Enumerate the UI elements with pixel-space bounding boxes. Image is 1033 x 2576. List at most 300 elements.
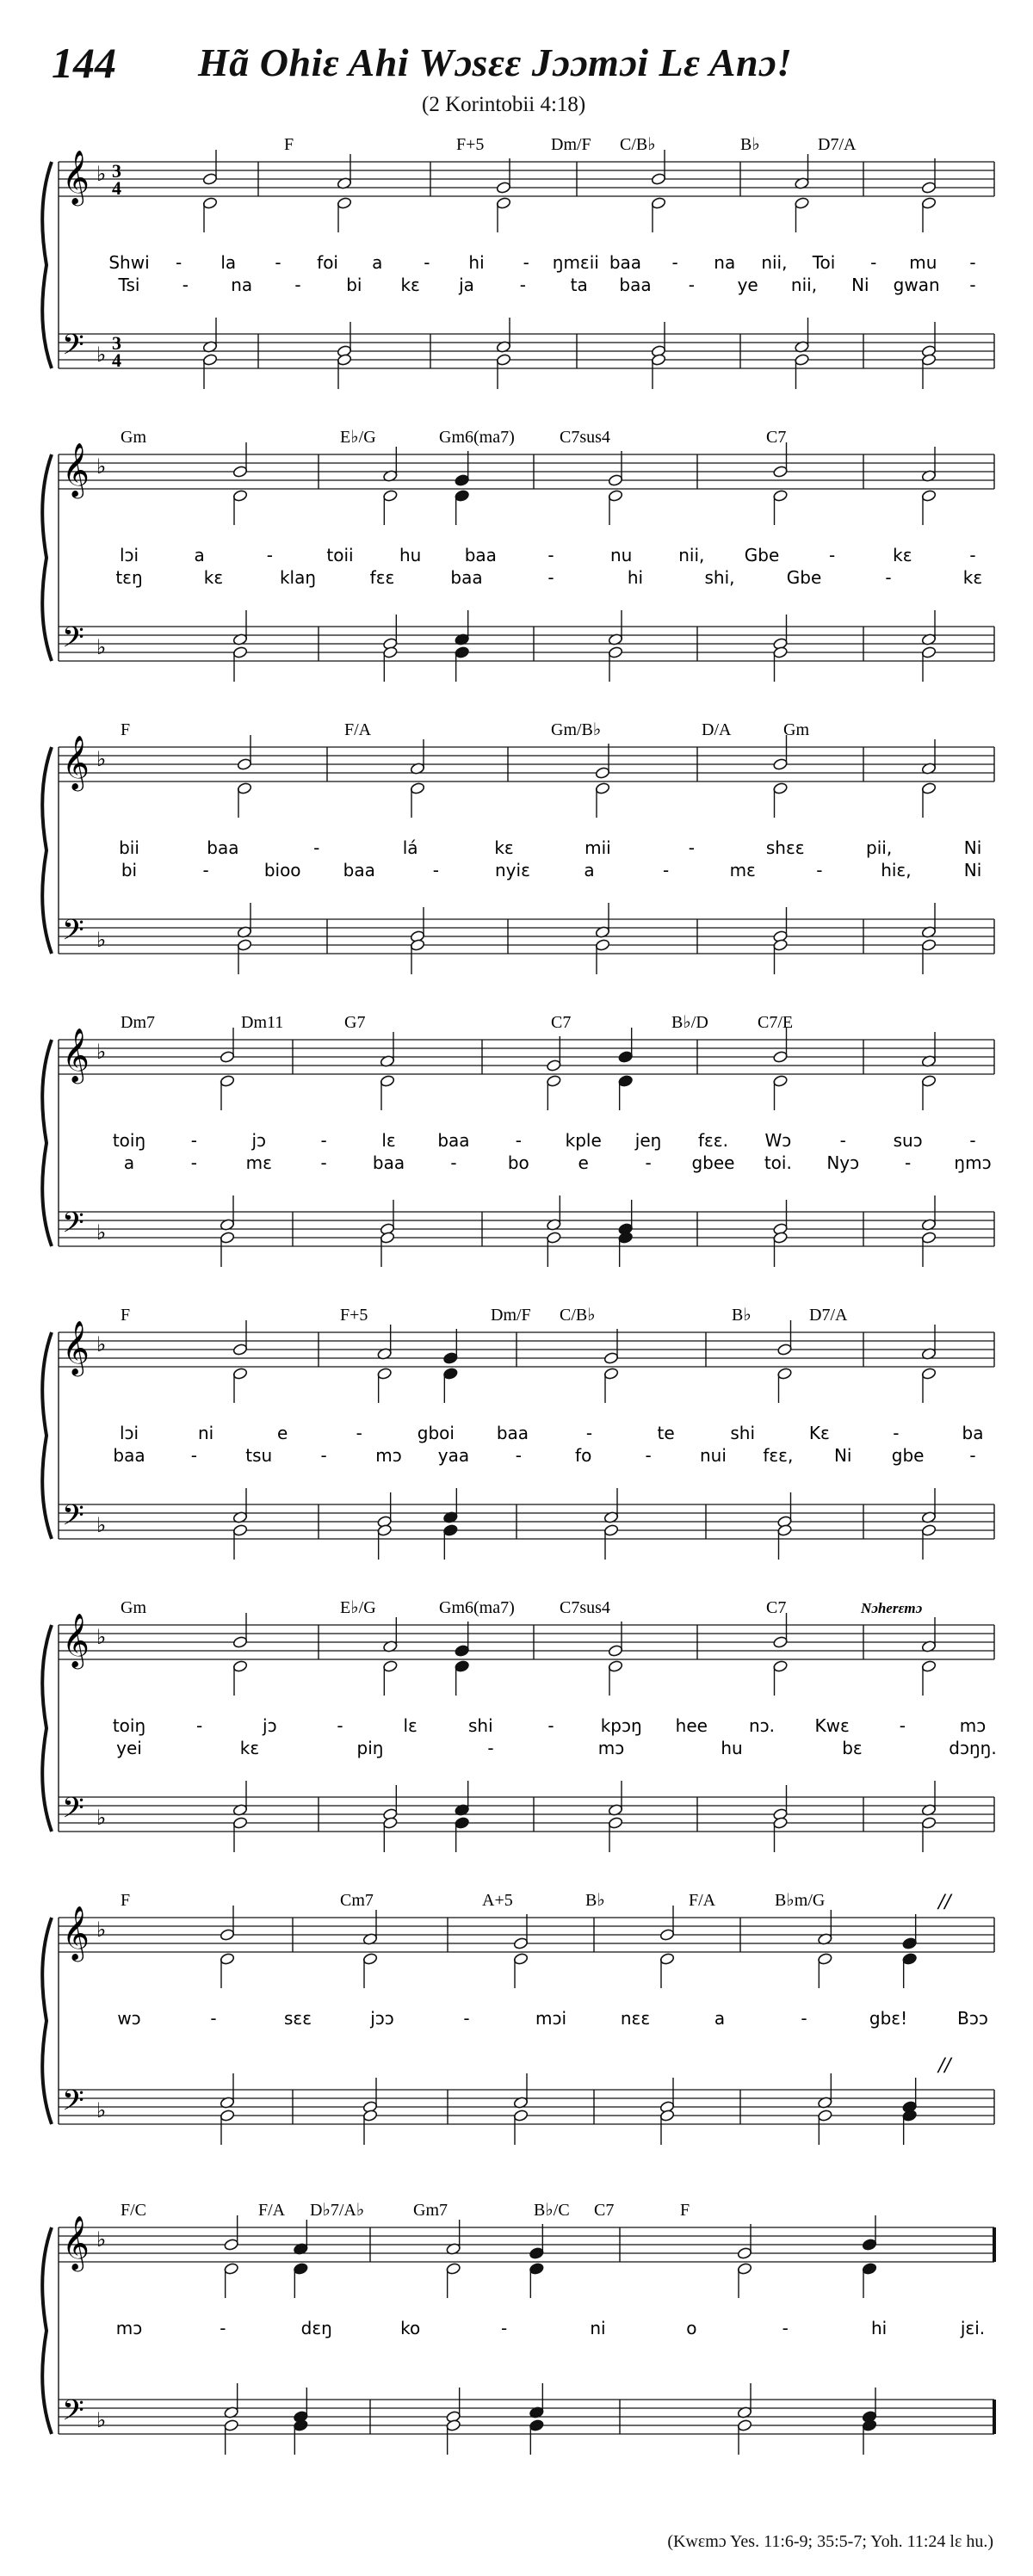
note	[410, 782, 425, 818]
lyric-verse-2: toi.	[764, 1152, 792, 1173]
note	[921, 1032, 937, 1067]
note-head	[921, 1524, 937, 1537]
lyric-verse-2: gbe	[891, 1445, 925, 1466]
lyric-verse-2: hu	[721, 1738, 743, 1758]
note	[862, 2388, 877, 2423]
chord-symbol: Gm	[121, 1598, 146, 1617]
note	[659, 2078, 675, 2113]
note-head	[818, 2110, 833, 2122]
note-head	[737, 2419, 752, 2432]
lyric-verse-1: sɛɛ	[283, 2008, 312, 2029]
lyric-verse-2: -	[688, 275, 695, 295]
note	[773, 939, 789, 974]
note-head	[455, 646, 470, 659]
note-head	[232, 1817, 248, 1830]
lyric-verse-1: hi	[870, 2318, 888, 2338]
note	[773, 1660, 789, 1696]
note	[737, 2263, 752, 2298]
bass-clef-icon: 𝄢	[62, 329, 84, 368]
lyric-verse-2: shi,	[704, 567, 735, 588]
lyric-verse-1: -	[671, 252, 678, 273]
note-head	[383, 490, 399, 503]
note	[608, 1817, 623, 1852]
lyric-verse-1: -	[266, 545, 273, 565]
note	[651, 322, 666, 357]
lyric-verse-1: a	[714, 2008, 726, 2029]
bass-clef-icon: 𝄢	[62, 1792, 84, 1832]
note-head	[529, 2419, 545, 2432]
note	[921, 1075, 937, 1110]
lyric-verse-2: bo	[507, 1152, 529, 1173]
lyric-verse-1: a	[372, 252, 383, 273]
lyric-verse-2: Ni	[851, 275, 869, 295]
note-head	[513, 1953, 529, 1966]
note	[603, 1368, 619, 1403]
note	[921, 1368, 937, 1403]
hymn-title: Hã Ohiɛ Ahi Wɔsɛɛ Jɔɔmɔi Lɛ Anɔ!	[198, 40, 793, 84]
note	[362, 2078, 378, 2113]
note	[294, 2220, 309, 2255]
chord-symbol: F+5	[340, 1306, 368, 1325]
note	[220, 2073, 235, 2109]
chord-symbol: B♭	[585, 1891, 605, 1910]
key-flat-icon: ♭	[96, 1806, 107, 1830]
treble-clef-icon: 𝄞	[62, 1320, 90, 1374]
lyric-verse-1: -	[688, 837, 695, 858]
lyric-verse-1: kple	[565, 1130, 602, 1151]
note	[921, 490, 937, 525]
note	[777, 1320, 793, 1356]
note-head	[362, 1953, 378, 1966]
lyric-verse-1: lɔi	[119, 1423, 139, 1443]
lyric-verse-1: ŋmɛii	[552, 252, 599, 273]
lyric-verse-1: lɔi	[119, 545, 139, 565]
lyric-verse-2: gwan	[893, 275, 940, 295]
lyric-verse-1: dɛŋ	[300, 2318, 332, 2338]
lyric-verse-2: yaa	[437, 1445, 470, 1466]
lyric-verse-2: -	[905, 1152, 912, 1173]
chord-symbol: D/A	[702, 720, 732, 739]
note-head	[410, 782, 425, 795]
note	[220, 1028, 235, 1063]
note-head	[773, 466, 789, 479]
note	[232, 1660, 248, 1696]
lyric-verse-2: Gbe	[786, 567, 822, 588]
note	[618, 1232, 634, 1267]
bass-staff	[59, 1504, 994, 1539]
note-head	[921, 1232, 937, 1245]
lyric-verse-2: -	[450, 1152, 457, 1173]
note-head	[659, 1929, 675, 1942]
bass-staff	[59, 627, 994, 661]
note-head	[773, 1075, 789, 1088]
note	[795, 354, 810, 389]
note-head	[737, 2247, 752, 2260]
chord-symbol: B♭	[732, 1306, 752, 1325]
note	[443, 1368, 459, 1403]
note	[659, 2110, 675, 2145]
note	[232, 490, 248, 525]
note	[410, 907, 425, 942]
lyric-verse-2: a	[123, 1152, 135, 1173]
note-head	[902, 1937, 918, 1950]
chord-symbol: F	[680, 2201, 690, 2220]
note	[902, 1953, 918, 1988]
note	[410, 939, 425, 974]
chord-symbol: D♭7/A♭	[310, 2201, 365, 2220]
key-flat-icon: ♭	[96, 1625, 107, 1649]
note	[818, 2073, 833, 2109]
lyric-verse-2: ye	[737, 275, 758, 295]
bass-staff	[59, 2400, 994, 2434]
lyric-verse-1: na	[714, 252, 736, 273]
lyric-verse-1: -	[829, 545, 836, 565]
bass-clef-icon: 𝄢	[62, 2394, 84, 2434]
chord-symbol: Dm/F	[551, 135, 591, 154]
note	[455, 610, 470, 646]
note-head	[443, 1524, 459, 1537]
note	[529, 2383, 545, 2418]
note	[220, 1195, 235, 1231]
lyric-verse-1: lɛ	[403, 1715, 418, 1736]
lyric-verse-1: nii,	[678, 545, 705, 565]
treble-clef-icon: 𝄞	[62, 1613, 90, 1667]
lyric-verse-1: mu	[909, 252, 937, 273]
note	[529, 2263, 545, 2298]
note	[529, 2224, 545, 2259]
lyric-verse-1: shɛɛ	[765, 837, 805, 858]
lyric-verse-1: -	[337, 1715, 343, 1736]
lyric-verse-2: nii,	[790, 275, 818, 295]
note	[232, 1524, 248, 1560]
lyric-verse-1: Shwi	[108, 252, 150, 273]
lyric-verse-2: -	[645, 1445, 652, 1466]
lyric-verse-1: jɔ	[263, 1715, 277, 1736]
lyric-verse-2: fɛɛ,	[763, 1445, 794, 1466]
note	[737, 2224, 752, 2259]
treble-clef-icon: 𝄞	[62, 1906, 90, 1960]
key-flat-icon: ♭	[96, 454, 107, 479]
note	[237, 939, 252, 974]
lyric-verse-1: a	[194, 545, 205, 565]
lyric-verse-1: -	[969, 545, 976, 565]
note	[383, 447, 399, 482]
note	[337, 354, 352, 389]
lyric-verse-1: jɛi.	[960, 2318, 986, 2338]
lyric-verse-1: kɛ	[893, 545, 912, 565]
key-flat-icon: ♭	[96, 2227, 107, 2252]
note-head	[513, 1937, 529, 1950]
chord-symbol: Gm	[121, 428, 146, 447]
chord-symbol: D7/A	[818, 135, 857, 154]
lyric-verse-1: nɛɛ	[620, 2008, 651, 2029]
note	[862, 2419, 877, 2455]
caesura-mark: //	[938, 2053, 951, 2078]
lyric-verse-2: -	[663, 860, 670, 880]
note-head	[603, 1368, 619, 1381]
note-head	[547, 1059, 562, 1072]
system-brace	[42, 747, 52, 954]
note	[455, 490, 470, 525]
lyric-verse-1: Kɛ	[808, 1423, 830, 1443]
lyric-verse-2: baa	[372, 1152, 405, 1173]
note	[383, 1660, 399, 1696]
note-head	[921, 1660, 937, 1673]
key-flat-icon: ♭	[96, 162, 107, 186]
note-head	[224, 2239, 239, 2252]
note	[862, 2263, 877, 2298]
key-flat-icon: ♭	[96, 635, 107, 659]
note	[921, 1524, 937, 1560]
note-head	[921, 939, 937, 952]
key-flat-icon: ♭	[96, 2408, 107, 2432]
note	[921, 1660, 937, 1696]
chord-symbol: Dm/F	[491, 1306, 531, 1325]
bass-clef-icon: 𝄢	[62, 1499, 84, 1539]
lyric-verse-2: yei	[116, 1738, 142, 1758]
note-head	[618, 1075, 634, 1088]
lyric-verse-1: baa	[464, 545, 497, 565]
lyric-verse-1: baa	[437, 1130, 470, 1151]
note	[446, 2220, 461, 2255]
note	[383, 1617, 399, 1652]
note-head	[232, 1660, 248, 1673]
note	[446, 2388, 461, 2423]
note	[513, 2073, 529, 2109]
cross-reference-footnote: (Kwɛmɔ Yes. 11:6-9; 35:5-7; Yoh. 11:24 lɛ hu.)	[667, 2532, 993, 2551]
lyric-verse-1: kpɔŋ	[600, 1715, 642, 1736]
system-brace	[42, 454, 52, 661]
system-brace	[42, 1625, 52, 1832]
lyric-verse-2: -	[320, 1152, 327, 1173]
note	[224, 2263, 239, 2298]
note-head	[446, 2263, 461, 2276]
note	[921, 158, 937, 194]
note	[921, 1817, 937, 1852]
note	[921, 782, 937, 818]
note	[513, 2110, 529, 2145]
chord-symbol: Dm7	[121, 1013, 155, 1032]
note-head	[659, 1953, 675, 1966]
key-flat-icon: ♭	[96, 1220, 107, 1245]
note-head	[773, 758, 789, 771]
music-system	[0, 2195, 1033, 2479]
lyric-verse-1: baa	[496, 1423, 529, 1443]
lyric-verse-2: fo	[575, 1445, 592, 1466]
note	[818, 1953, 833, 1988]
note	[455, 1622, 470, 1657]
lyric-verse-1: hu	[399, 545, 422, 565]
chord-symbol: Gm/B♭	[551, 720, 602, 739]
lyric-verse-1: toiŋ	[112, 1715, 146, 1736]
note-head	[921, 1368, 937, 1381]
system-brace	[42, 2227, 52, 2434]
note	[202, 150, 218, 185]
note-head	[608, 474, 623, 487]
note	[202, 197, 218, 232]
key-flat-icon: ♭	[96, 1040, 107, 1064]
lyric-verse-2: bi	[121, 860, 138, 880]
lyric-verse-2: baa	[619, 275, 652, 295]
lyric-verse-2: baa	[343, 860, 375, 880]
lyric-verse-2: mɔ	[597, 1738, 625, 1758]
chord-symbol: F	[121, 1306, 131, 1325]
note	[202, 318, 218, 353]
lyric-verse-2: -	[969, 1445, 976, 1466]
note	[773, 646, 789, 682]
note	[773, 1817, 789, 1852]
note	[455, 451, 470, 486]
note-head	[443, 1352, 459, 1365]
note-head	[921, 1817, 937, 1830]
lyric-verse-1: -	[801, 2008, 807, 2029]
bass-clef-icon: 𝄢	[62, 2085, 84, 2124]
key-flat-icon: ♭	[96, 343, 107, 367]
note-head	[220, 1953, 235, 1966]
note	[220, 1232, 235, 1267]
lyric-verse-2: mɛ	[729, 860, 756, 880]
note	[410, 739, 425, 775]
note-head	[496, 354, 511, 367]
note-head	[529, 2263, 545, 2276]
note-head	[202, 354, 218, 367]
note	[659, 1906, 675, 1941]
note	[921, 1488, 937, 1523]
note	[773, 782, 789, 818]
lyric-verse-1: gboi	[417, 1423, 455, 1443]
tempo-marking: Nɔherɛmɔ	[861, 1600, 923, 1616]
time-signature: 3	[112, 160, 121, 182]
note	[777, 1524, 793, 1560]
time-signature: 3	[112, 332, 121, 354]
note-head	[921, 1075, 937, 1088]
note	[446, 2419, 461, 2455]
lyric-verse-2: -	[519, 275, 526, 295]
lyric-verse-2: kɛ	[400, 275, 420, 295]
note-head	[202, 173, 218, 186]
lyric-verse-1: -	[220, 2318, 226, 2338]
lyric-verse-1: nu	[609, 545, 633, 565]
note	[337, 154, 352, 189]
note	[443, 1488, 459, 1523]
music-system	[0, 422, 1033, 706]
lyric-verse-2: tsu	[245, 1445, 273, 1466]
lyric-verse-1: -	[969, 1130, 976, 1151]
lyric-verse-2: -	[487, 1738, 494, 1758]
chord-symbol: C7sus4	[560, 428, 610, 447]
note	[737, 2383, 752, 2418]
note-head	[603, 1352, 619, 1365]
lyric-verse-1: ba	[962, 1423, 984, 1443]
note-head	[220, 1051, 235, 1064]
lyric-verse-2: hi	[627, 567, 644, 588]
lyric-verse-1: suɔ	[893, 1130, 923, 1151]
key-flat-icon: ♭	[96, 2098, 107, 2122]
lyric-verse-2: -	[645, 1152, 652, 1173]
note-head	[921, 782, 937, 795]
note	[383, 1817, 399, 1852]
note-head	[220, 1075, 235, 1088]
note	[232, 442, 248, 478]
lyric-verse-1: foi	[317, 252, 339, 273]
lyric-verse-2: ja	[459, 275, 474, 295]
note-head	[595, 939, 610, 952]
note	[232, 1488, 248, 1523]
chord-symbol: C7	[766, 1598, 787, 1617]
chord-symbol: C7/E	[758, 1013, 794, 1032]
note	[773, 1785, 789, 1820]
chord-symbol: C/B♭	[620, 135, 656, 154]
lyric-verse-2: kɛ	[203, 567, 224, 588]
system-brace	[42, 1040, 52, 1246]
lyric-verse-2: bioo	[263, 860, 301, 880]
note	[496, 354, 511, 389]
note	[921, 354, 937, 389]
chord-symbol: F	[121, 720, 131, 739]
note	[902, 1914, 918, 1949]
lyric-verse-2: nui	[700, 1445, 727, 1466]
note-head	[608, 1660, 623, 1673]
treble-clef-icon: 𝄞	[62, 150, 90, 204]
lyric-verse-1: mɔi	[535, 2008, 567, 2029]
lyric-verse-1: -	[870, 252, 877, 273]
note	[608, 1660, 623, 1696]
lyric-verse-2: gbee	[691, 1152, 735, 1173]
note	[455, 1660, 470, 1696]
note	[232, 1613, 248, 1648]
chord-symbol: A+5	[482, 1891, 513, 1910]
lyric-verse-2: Tsi	[118, 275, 140, 295]
lyric-verse-1: shi	[468, 1715, 493, 1736]
lyric-verse-1: -	[313, 837, 320, 858]
note-head	[513, 2110, 529, 2122]
note-head	[232, 1344, 248, 1356]
lyric-verse-1: -	[547, 1715, 554, 1736]
note	[380, 1075, 395, 1110]
lyric-verse-1: bii	[119, 837, 139, 858]
note-head	[220, 1232, 235, 1245]
lyric-verse-2: ŋmɔ	[954, 1152, 992, 1173]
note	[496, 197, 511, 232]
note	[921, 1325, 937, 1360]
system-brace	[42, 1918, 52, 2124]
treble-staff	[59, 454, 994, 489]
note-head	[380, 1075, 395, 1088]
chord-symbol: F/A	[258, 2201, 286, 2220]
note-head	[862, 2239, 877, 2252]
note	[777, 1492, 793, 1528]
music-system	[0, 714, 1033, 998]
lyric-verse-1: -	[356, 1423, 362, 1443]
chord-symbol: Gm	[783, 720, 809, 739]
bass-staff	[59, 334, 994, 368]
bass-staff	[59, 1797, 994, 1832]
note	[383, 490, 399, 525]
lyric-verse-1: -	[899, 1715, 906, 1736]
note	[921, 1232, 937, 1267]
note	[294, 2388, 309, 2423]
lyric-verse-1: -	[782, 2318, 789, 2338]
note	[921, 1617, 937, 1652]
lyric-verse-1: baa	[207, 837, 239, 858]
lyric-verse-1: -	[196, 1715, 203, 1736]
note	[773, 907, 789, 942]
chord-symbol: F/A	[344, 720, 372, 739]
note	[232, 1817, 248, 1852]
chord-symbol: F	[121, 1891, 131, 1910]
treble-staff	[59, 1040, 994, 1074]
note	[202, 354, 218, 389]
